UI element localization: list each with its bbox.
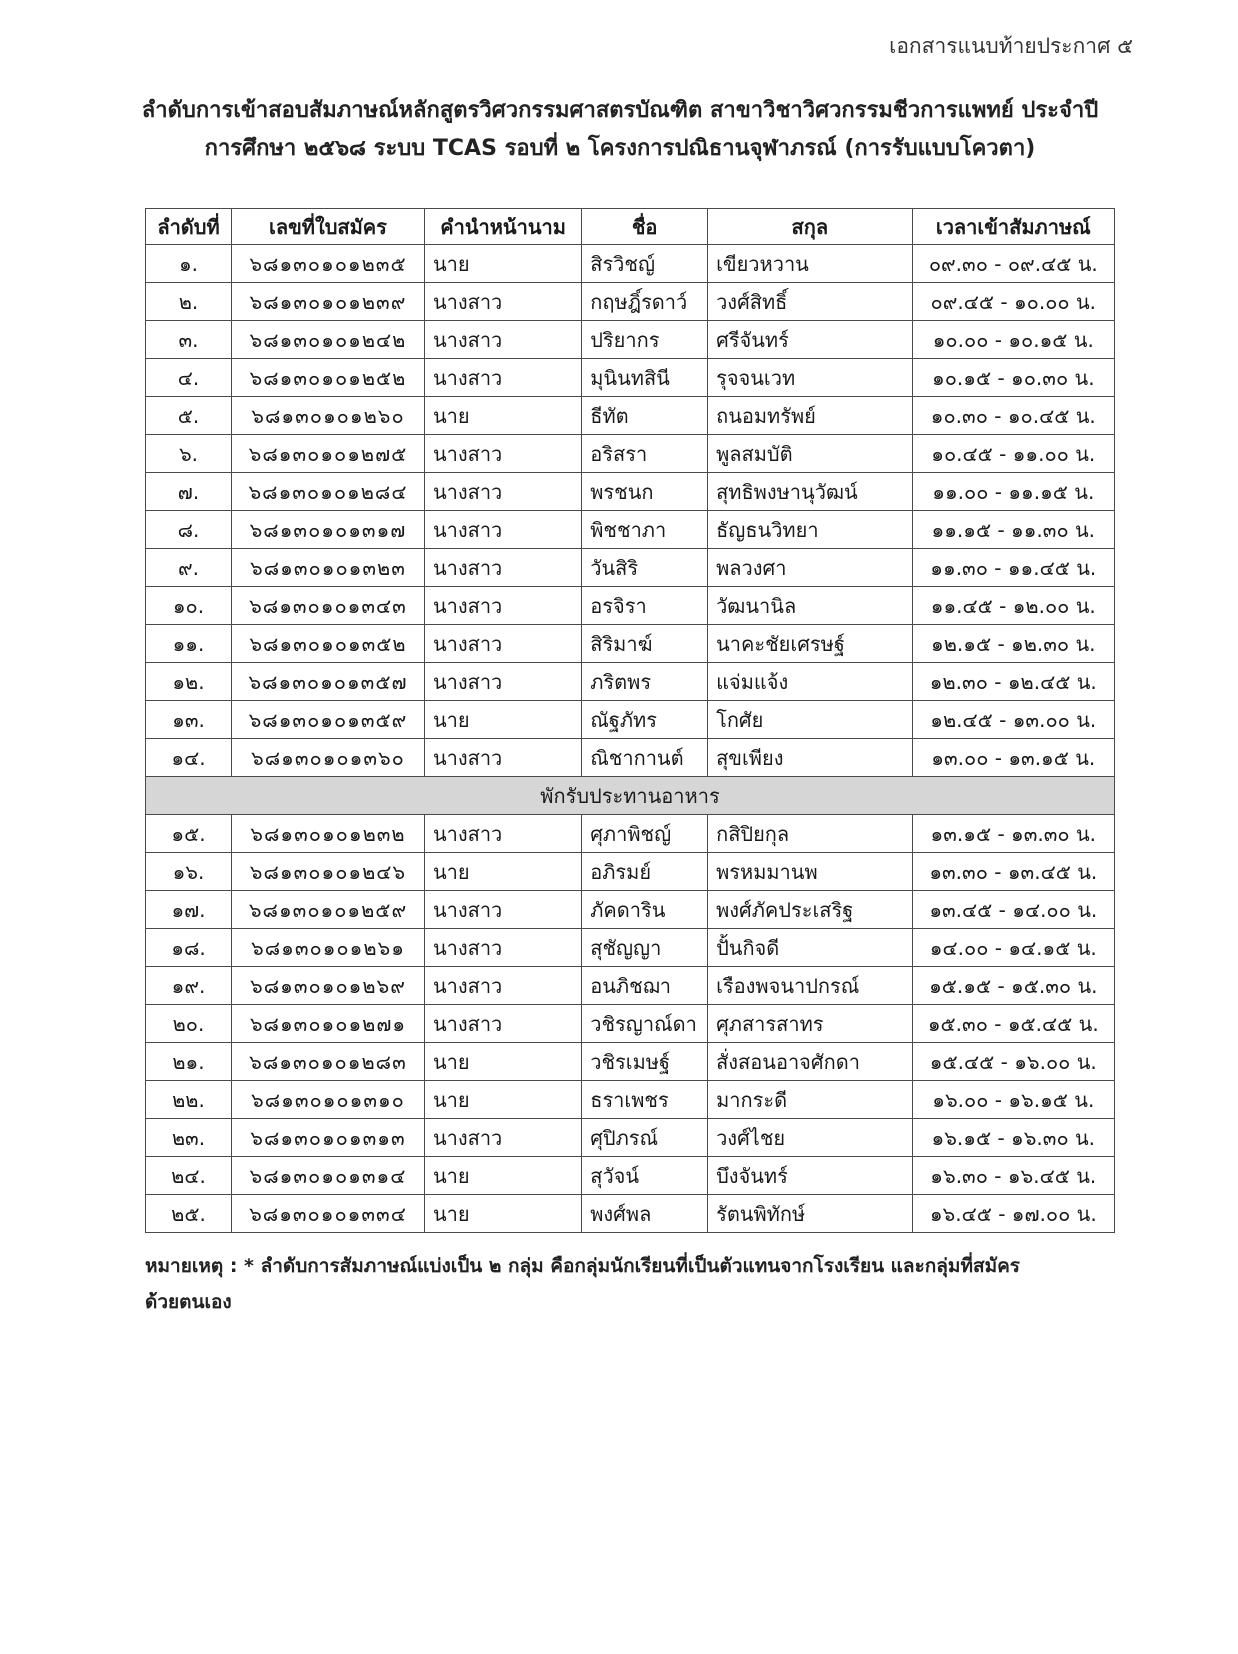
title-prefix-cell: นาย	[424, 1195, 581, 1233]
order-cell: ๘.	[146, 511, 232, 549]
order-cell: ๑๕.	[146, 815, 232, 853]
table-row	[146, 359, 1115, 397]
title-prefix-cell: นาย	[424, 245, 581, 283]
interview-time-cell: ๑๒.๑๕ - ๑๒.๓๐ น.	[912, 625, 1114, 663]
interview-time-cell: ๑๓.๐๐ - ๑๓.๑๕ น.	[912, 739, 1114, 777]
last-name-cell: ปั้นกิจดี	[708, 929, 912, 967]
last-name-cell: สุขเพียง	[708, 739, 912, 777]
interview-time-cell: ๑๐.๔๕ - ๑๑.๐๐ น.	[912, 435, 1114, 473]
interview-time-cell: ๑๐.๓๐ - ๑๐.๔๕ น.	[912, 397, 1114, 435]
remark-note	[145, 1248, 1105, 1320]
order-cell: ๒๐.	[146, 1005, 232, 1043]
interview-time-cell: ๑๑.๔๕ - ๑๒.๐๐ น.	[912, 587, 1114, 625]
first-name-cell: ปริยากร	[582, 321, 708, 359]
first-name-cell: สุชัญญา	[582, 929, 708, 967]
application-no-cell: ๖๘๑๓๐๑๐๑๓๕๙	[231, 701, 424, 739]
order-cell: ๑๘.	[146, 929, 232, 967]
table-row	[146, 397, 1115, 435]
first-name-cell: มุนินทสินี	[582, 359, 708, 397]
first-name-cell: ศุปิภรณ์	[582, 1119, 708, 1157]
application-no-cell: ๖๘๑๓๐๑๐๑๓๑๓	[231, 1119, 424, 1157]
order-cell: ๒๒.	[146, 1081, 232, 1119]
application-no-cell: ๖๘๑๓๐๑๐๑๓๖๐	[231, 739, 424, 777]
title-prefix-cell: นางสาว	[424, 511, 581, 549]
table-row	[146, 1157, 1115, 1195]
application-no-cell: ๖๘๑๓๐๑๐๑๓๑๔	[231, 1157, 424, 1195]
first-name-cell: สุวัจน์	[582, 1157, 708, 1195]
order-cell: ๒๔.	[146, 1157, 232, 1195]
title-prefix-cell: นางสาว	[424, 929, 581, 967]
interview-time-cell: ๑๑.๐๐ - ๑๑.๑๕ น.	[912, 473, 1114, 511]
interview-time-cell: ๐๙.๔๕ - ๑๐.๐๐ น.	[912, 283, 1114, 321]
title-prefix-cell: นางสาว	[424, 739, 581, 777]
first-name-cell: กฤษฎิ์รดาว์	[582, 283, 708, 321]
lunch-break-row	[146, 777, 1115, 815]
order-cell: ๔.	[146, 359, 232, 397]
table-row	[146, 1005, 1115, 1043]
header-interview-time: เวลาเข้าสัมภาษณ์	[912, 209, 1114, 245]
title-prefix-cell: นาย	[424, 853, 581, 891]
last-name-cell: พงศ์ภัคประเสริฐ	[708, 891, 912, 929]
interview-time-cell: ๑๖.๔๕ - ๑๗.๐๐ น.	[912, 1195, 1114, 1233]
first-name-cell: สิรวิชญ์	[582, 245, 708, 283]
title-prefix-cell: นางสาว	[424, 321, 581, 359]
table-row	[146, 853, 1115, 891]
table-row	[146, 663, 1115, 701]
table-row	[146, 245, 1115, 283]
attachment-note: เอกสารแนบท้ายประกาศ ๕	[889, 34, 1133, 58]
last-name-cell: วงศ์สิทธิ์	[708, 283, 912, 321]
header-application-no: เลขที่ใบสมัคร	[231, 209, 424, 245]
order-cell: ๒๑.	[146, 1043, 232, 1081]
last-name-cell: โกศัย	[708, 701, 912, 739]
interview-time-cell: ๐๙.๓๐ - ๐๙.๔๕ น.	[912, 245, 1114, 283]
first-name-cell: ภัคดาริน	[582, 891, 708, 929]
interview-time-cell: ๑๑.๓๐ - ๑๑.๔๕ น.	[912, 549, 1114, 587]
title-prefix-cell: นางสาว	[424, 625, 581, 663]
table-row	[146, 701, 1115, 739]
first-name-cell: อนภิชฌา	[582, 967, 708, 1005]
application-no-cell: ๖๘๑๓๐๑๐๑๒๗๕	[231, 435, 424, 473]
title-prefix-cell: นางสาว	[424, 815, 581, 853]
order-cell: ๑๑.	[146, 625, 232, 663]
table-row	[146, 1195, 1115, 1233]
application-no-cell: ๖๘๑๓๐๑๐๑๒๓๕	[231, 245, 424, 283]
first-name-cell: ธีทัต	[582, 397, 708, 435]
interview-time-cell: ๑๕.๔๕ - ๑๖.๐๐ น.	[912, 1043, 1114, 1081]
order-cell: ๕.	[146, 397, 232, 435]
last-name-cell: สั่งสอนอาจศักดา	[708, 1043, 912, 1081]
application-no-cell: ๖๘๑๓๐๑๐๑๓๑๗	[231, 511, 424, 549]
application-no-cell: ๖๘๑๓๐๑๐๑๓๔๓	[231, 587, 424, 625]
application-no-cell: ๖๘๑๓๐๑๐๑๒๕๒	[231, 359, 424, 397]
last-name-cell: รัตนพิทักษ์	[708, 1195, 912, 1233]
first-name-cell: ศุภาพิชญ์	[582, 815, 708, 853]
application-no-cell: ๖๘๑๓๐๑๐๑๓๒๓	[231, 549, 424, 587]
table-header-row	[146, 209, 1115, 245]
table-row	[146, 587, 1115, 625]
order-cell: ๖.	[146, 435, 232, 473]
first-name-cell: พิชชาภา	[582, 511, 708, 549]
first-name-cell: ธราเพชร	[582, 1081, 708, 1119]
application-no-cell: ๖๘๑๓๐๑๐๑๒๘๓	[231, 1043, 424, 1081]
interview-time-cell: ๑๐.๐๐ - ๑๐.๑๕ น.	[912, 321, 1114, 359]
application-no-cell: ๖๘๑๓๐๑๐๑๒๕๙	[231, 891, 424, 929]
table-row	[146, 967, 1115, 1005]
order-cell: ๑๙.	[146, 967, 232, 1005]
title-prefix-cell: นางสาว	[424, 549, 581, 587]
order-cell: ๙.	[146, 549, 232, 587]
last-name-cell: พลวงศา	[708, 549, 912, 587]
interview-time-cell: ๑๖.๐๐ - ๑๖.๑๕ น.	[912, 1081, 1114, 1119]
interview-time-cell: ๑๒.๔๕ - ๑๓.๐๐ น.	[912, 701, 1114, 739]
first-name-cell: อภิรมย์	[582, 853, 708, 891]
title-prefix-cell: นางสาว	[424, 663, 581, 701]
last-name-cell: เรืองพจนาปกรณ์	[708, 967, 912, 1005]
table-row	[146, 891, 1115, 929]
first-name-cell: สิริมาฆ์	[582, 625, 708, 663]
application-no-cell: ๖๘๑๓๐๑๐๑๒๓๙	[231, 283, 424, 321]
first-name-cell: ภริตพร	[582, 663, 708, 701]
table-row	[146, 511, 1115, 549]
application-no-cell: ๖๘๑๓๐๑๐๑๓๕๒	[231, 625, 424, 663]
last-name-cell: เขียวหวาน	[708, 245, 912, 283]
application-no-cell: ๖๘๑๓๐๑๐๑๓๓๔	[231, 1195, 424, 1233]
title-prefix-cell: นางสาว	[424, 1119, 581, 1157]
table-row	[146, 815, 1115, 853]
table-row	[146, 625, 1115, 663]
first-name-cell: ณัฐภัทร	[582, 701, 708, 739]
application-no-cell: ๖๘๑๓๐๑๐๑๒๔๖	[231, 853, 424, 891]
table-row	[146, 549, 1115, 587]
order-cell: ๒๕.	[146, 1195, 232, 1233]
title-prefix-cell: นาย	[424, 1081, 581, 1119]
interview-time-cell: ๑๑.๑๕ - ๑๑.๓๐ น.	[912, 511, 1114, 549]
last-name-cell: มากระดี	[708, 1081, 912, 1119]
last-name-cell: พูลสมบัติ	[708, 435, 912, 473]
title-prefix-cell: นางสาว	[424, 891, 581, 929]
order-cell: ๑๖.	[146, 853, 232, 891]
last-name-cell: บึงจันทร์	[708, 1157, 912, 1195]
last-name-cell: กสิปิยกุล	[708, 815, 912, 853]
last-name-cell: แจ่มแจ้ง	[708, 663, 912, 701]
title-prefix-cell: นาย	[424, 701, 581, 739]
interview-time-cell: ๑๕.๑๕ - ๑๕.๓๐ น.	[912, 967, 1114, 1005]
title-prefix-cell: นางสาว	[424, 1005, 581, 1043]
order-cell: ๒.	[146, 283, 232, 321]
order-cell: ๒๓.	[146, 1119, 232, 1157]
interview-time-cell: ๑๐.๑๕ - ๑๐.๓๐ น.	[912, 359, 1114, 397]
application-no-cell: ๖๘๑๓๐๑๐๑๓๕๗	[231, 663, 424, 701]
table-row	[146, 929, 1115, 967]
interview-time-cell: ๑๖.๓๐ - ๑๖.๔๕ น.	[912, 1157, 1114, 1195]
document-title	[120, 92, 1120, 168]
table-row	[146, 283, 1115, 321]
table-row	[146, 739, 1115, 777]
table-row	[146, 473, 1115, 511]
first-name-cell: พงศ์พล	[582, 1195, 708, 1233]
first-name-cell: วันสิริ	[582, 549, 708, 587]
first-name-cell: วชิรเมษฐ์	[582, 1043, 708, 1081]
last-name-cell: ถนอมทรัพย์	[708, 397, 912, 435]
lunch-break-label: พักรับประทานอาหาร	[146, 777, 1115, 815]
title-prefix-cell: นาย	[424, 1043, 581, 1081]
last-name-cell: ศุภสารสาทร	[708, 1005, 912, 1043]
first-name-cell: วชิรญาณ์ดา	[582, 1005, 708, 1043]
application-no-cell: ๖๘๑๓๐๑๐๑๒๓๒	[231, 815, 424, 853]
title-line-1: ลำดับการเข้าสอบสัมภาษณ์หลักสูตรวิศวกรรมศาสตรบัณฑิต สาขาวิชาวิศวกรรมชีวการแพทย์ ประจำปี	[141, 98, 1099, 123]
first-name-cell: พรชนก	[582, 473, 708, 511]
interview-time-cell: ๑๓.๔๕ - ๑๔.๐๐ น.	[912, 891, 1114, 929]
first-name-cell: อรจิรา	[582, 587, 708, 625]
title-prefix-cell: นาย	[424, 397, 581, 435]
last-name-cell: วงศ์ไชย	[708, 1119, 912, 1157]
application-no-cell: ๖๘๑๓๐๑๐๑๒๗๑	[231, 1005, 424, 1043]
table-row	[146, 1119, 1115, 1157]
last-name-cell: รุจจนเวท	[708, 359, 912, 397]
last-name-cell: ธัญธนวิทยา	[708, 511, 912, 549]
interview-time-cell: ๑๕.๓๐ - ๑๕.๔๕ น.	[912, 1005, 1114, 1043]
table-row	[146, 1043, 1115, 1081]
interview-schedule-table	[145, 208, 1115, 1233]
table-row	[146, 321, 1115, 359]
first-name-cell: ณิชากานต์	[582, 739, 708, 777]
title-line-2: การศึกษา ๒๕๖๘ ระบบ TCAS รอบที่ ๒ โครงการปณิธานจุฬาภรณ์ (การรับแบบโควตา)	[204, 136, 1036, 161]
interview-time-cell: ๑๒.๓๐ - ๑๒.๔๕ น.	[912, 663, 1114, 701]
order-cell: ๑๓.	[146, 701, 232, 739]
interview-time-cell: ๑๔.๐๐ - ๑๔.๑๕ น.	[912, 929, 1114, 967]
application-no-cell: ๖๘๑๓๐๑๐๑๒๖๙	[231, 967, 424, 1005]
last-name-cell: สุทธิพงษานุวัฒน์	[708, 473, 912, 511]
table-row	[146, 435, 1115, 473]
application-no-cell: ๖๘๑๓๐๑๐๑๒๔๒	[231, 321, 424, 359]
title-prefix-cell: นางสาว	[424, 435, 581, 473]
order-cell: ๑๐.	[146, 587, 232, 625]
order-cell: ๑๒.	[146, 663, 232, 701]
order-cell: ๓.	[146, 321, 232, 359]
last-name-cell: ศรีจันทร์	[708, 321, 912, 359]
application-no-cell: ๖๘๑๓๐๑๐๑๒๖๑	[231, 929, 424, 967]
last-name-cell: วัฒนานิล	[708, 587, 912, 625]
order-cell: ๑.	[146, 245, 232, 283]
last-name-cell: นาคะชัยเศรษฐ์	[708, 625, 912, 663]
interview-time-cell: ๑๓.๑๕ - ๑๓.๓๐ น.	[912, 815, 1114, 853]
application-no-cell: ๖๘๑๓๐๑๐๑๒๖๐	[231, 397, 424, 435]
order-cell: ๗.	[146, 473, 232, 511]
title-prefix-cell: นาย	[424, 1157, 581, 1195]
header-first-name: ชื่อ	[582, 209, 708, 245]
remark-line-2: ด้วยตนเอง	[145, 1291, 232, 1313]
application-no-cell: ๖๘๑๓๐๑๐๑๓๑๐	[231, 1081, 424, 1119]
title-prefix-cell: นางสาว	[424, 359, 581, 397]
header-title-prefix: คำนำหน้านาม	[424, 209, 581, 245]
first-name-cell: อริสรา	[582, 435, 708, 473]
last-name-cell: พรหมมานพ	[708, 853, 912, 891]
header-order: ลำดับที่	[146, 209, 232, 245]
table-row	[146, 1081, 1115, 1119]
title-prefix-cell: นางสาว	[424, 473, 581, 511]
header-last-name: สกุล	[708, 209, 912, 245]
application-no-cell: ๖๘๑๓๐๑๐๑๒๘๔	[231, 473, 424, 511]
interview-time-cell: ๑๓.๓๐ - ๑๓.๔๕ น.	[912, 853, 1114, 891]
title-prefix-cell: นางสาว	[424, 587, 581, 625]
order-cell: ๑๗.	[146, 891, 232, 929]
title-prefix-cell: นางสาว	[424, 967, 581, 1005]
interview-time-cell: ๑๖.๑๕ - ๑๖.๓๐ น.	[912, 1119, 1114, 1157]
title-prefix-cell: นางสาว	[424, 283, 581, 321]
order-cell: ๑๔.	[146, 739, 232, 777]
remark-line-1: หมายเหตุ : * ลำดับการสัมภาษณ์แบ่งเป็น ๒ กลุ่ม คือกลุ่มนักเรียนที่เป็นตัวแทนจากโรงเรียน และกลุ่มที่สมัคร	[145, 1255, 1021, 1277]
